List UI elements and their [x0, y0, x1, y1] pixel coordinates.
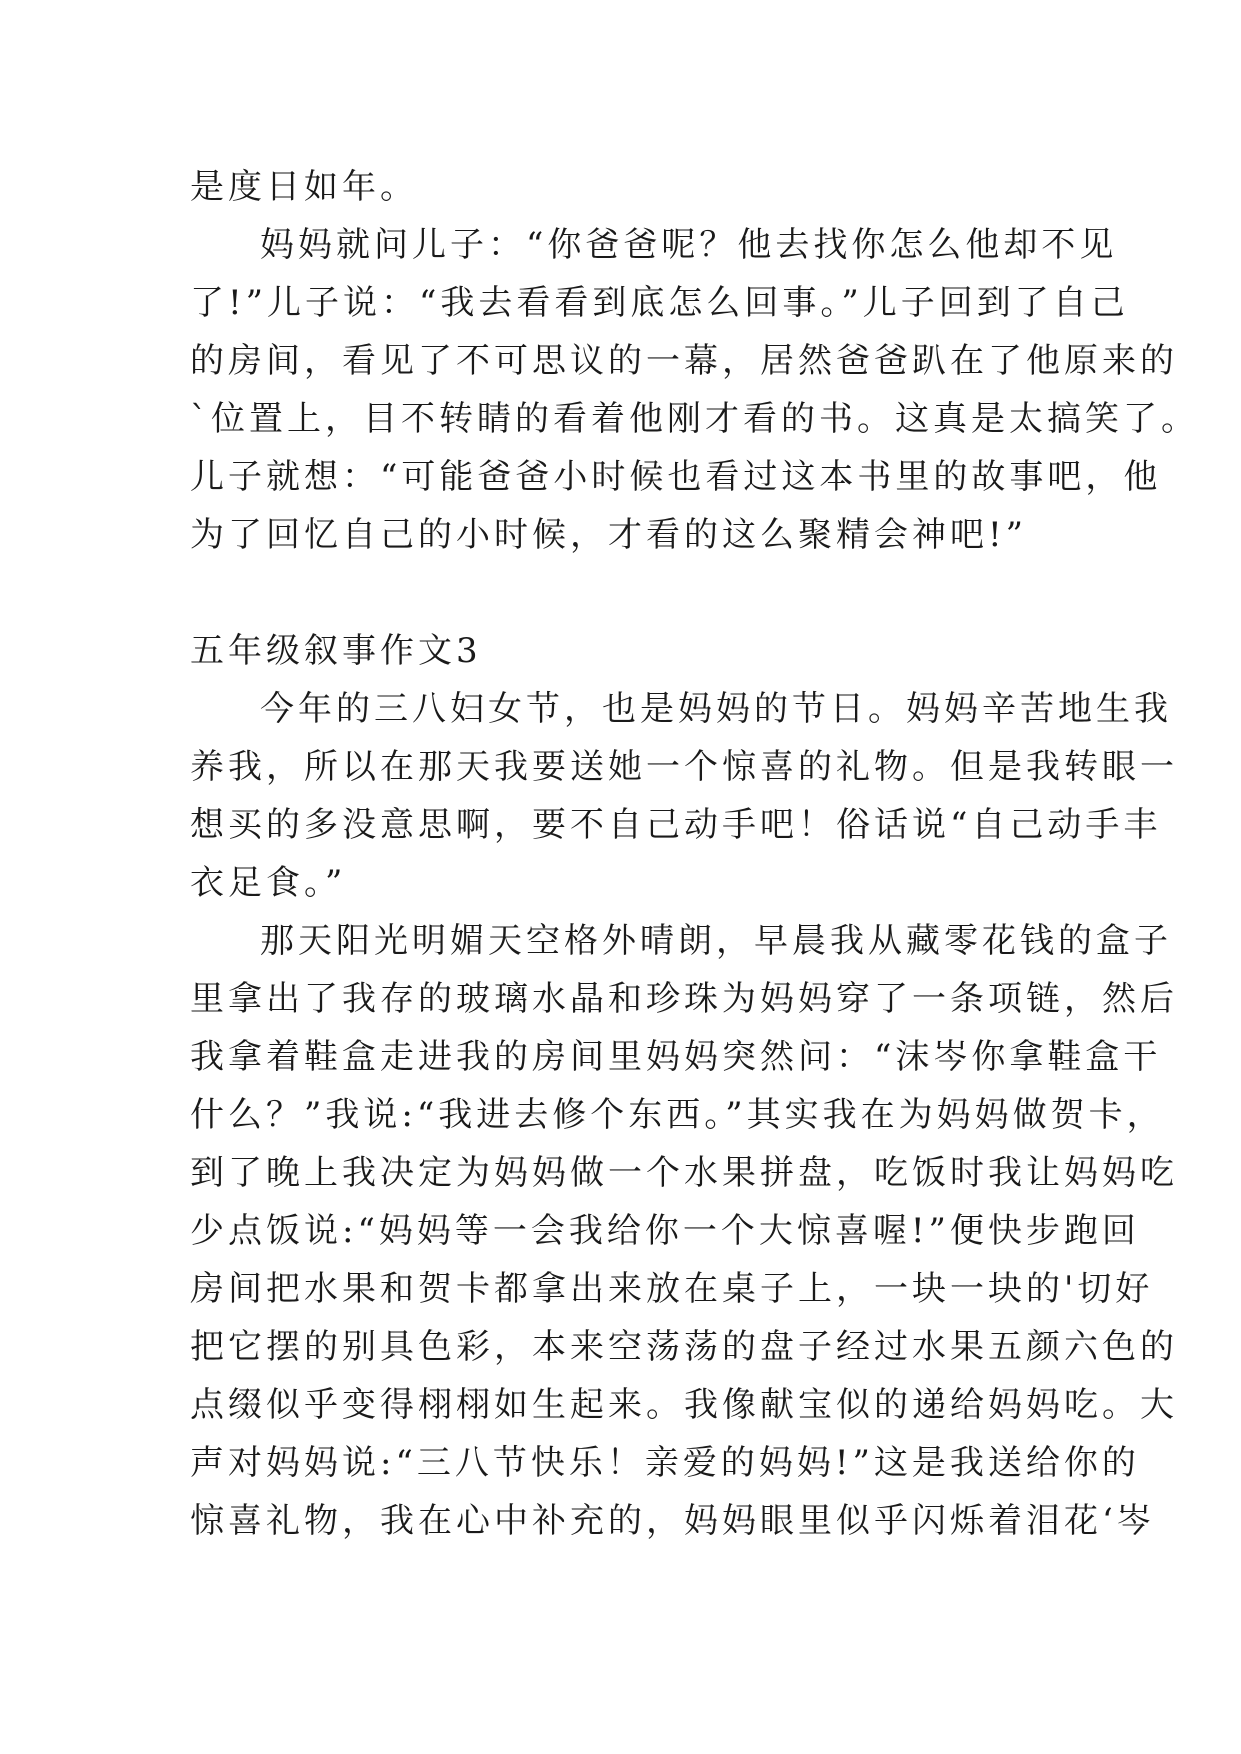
text-line: 里拿出了我存的玻璃水晶和珍珠为妈妈穿了一条项链，然后 — [190, 979, 1178, 1019]
text-line: 那天阳光明媚天空格外晴朗，早晨我从藏零花钱的盒子 — [260, 921, 1172, 961]
text-line: 儿子就想：“可能爸爸小时候也看过这本书里的故事吧，他 — [190, 457, 1162, 497]
text-line: 什么？”我说:“我进去修个东西。”其实我在为妈妈做贺卡， — [190, 1095, 1165, 1135]
text-line: 的房间，看见了不可思议的一幕，居然爸爸趴在了他原来的 — [190, 341, 1178, 381]
text-line: 为了回忆自己的小时候，才看的这么聚精会神吧!” — [190, 515, 1028, 555]
text-line: `位置上，目不转睛的看着他刚才看的书。这真是太搞笑了。 — [190, 399, 1199, 439]
text-line: 了!”儿子说：“我去看看到底怎么回事。”儿子回到了自己 — [190, 283, 1129, 323]
text-line: 想买的多没意思啊，要不自己动手吧！俗话说“自己动手丰 — [190, 805, 1162, 845]
text-line: 点缀似乎变得栩栩如生起来。我像献宝似的递给妈妈吃。大 — [190, 1385, 1178, 1425]
section-heading: 五年级叙事作文3 — [190, 631, 482, 671]
text-line: 声对妈妈说:“三八节快乐！亲爱的妈妈!”这是我送给你的 — [190, 1443, 1140, 1483]
text-line: 妈妈就问儿子：“你爸爸呢？他去找你怎么他却不见 — [260, 225, 1118, 265]
text-line: 惊喜礼物，我在心中补充的，妈妈眼里似乎闪烁着泪花‘岑 — [190, 1501, 1155, 1541]
text-line: 我拿着鞋盒走进我的房间里妈妈突然问：“沫岑你拿鞋盒干 — [190, 1037, 1162, 1077]
text-line: 把它摆的别具色彩，本来空荡荡的盘子经过水果五颜六色的 — [190, 1327, 1178, 1367]
text-line: 少点饭说:“妈妈等一会我给你一个大惊喜喔!”便快步跑回 — [190, 1211, 1140, 1251]
text-line: 养我，所以在那天我要送她一个惊喜的礼物。但是我转眼一 — [190, 747, 1178, 787]
text-line: 衣足食。” — [190, 863, 347, 903]
text-line: 到了晚上我决定为妈妈做一个水果拼盘，吃饭时我让妈妈吃 — [190, 1153, 1178, 1193]
text-line: 今年的三八妇女节，也是妈妈的节日。妈妈辛苦地生我 — [260, 689, 1172, 729]
paragraph-gap — [190, 564, 1070, 622]
document-body — [190, 158, 1199, 1550]
text-line: 房间把水果和贺卡都拿出来放在桌子上，一块一块的'切好 — [190, 1269, 1154, 1309]
text-line: 是度日如年。 — [190, 167, 418, 207]
